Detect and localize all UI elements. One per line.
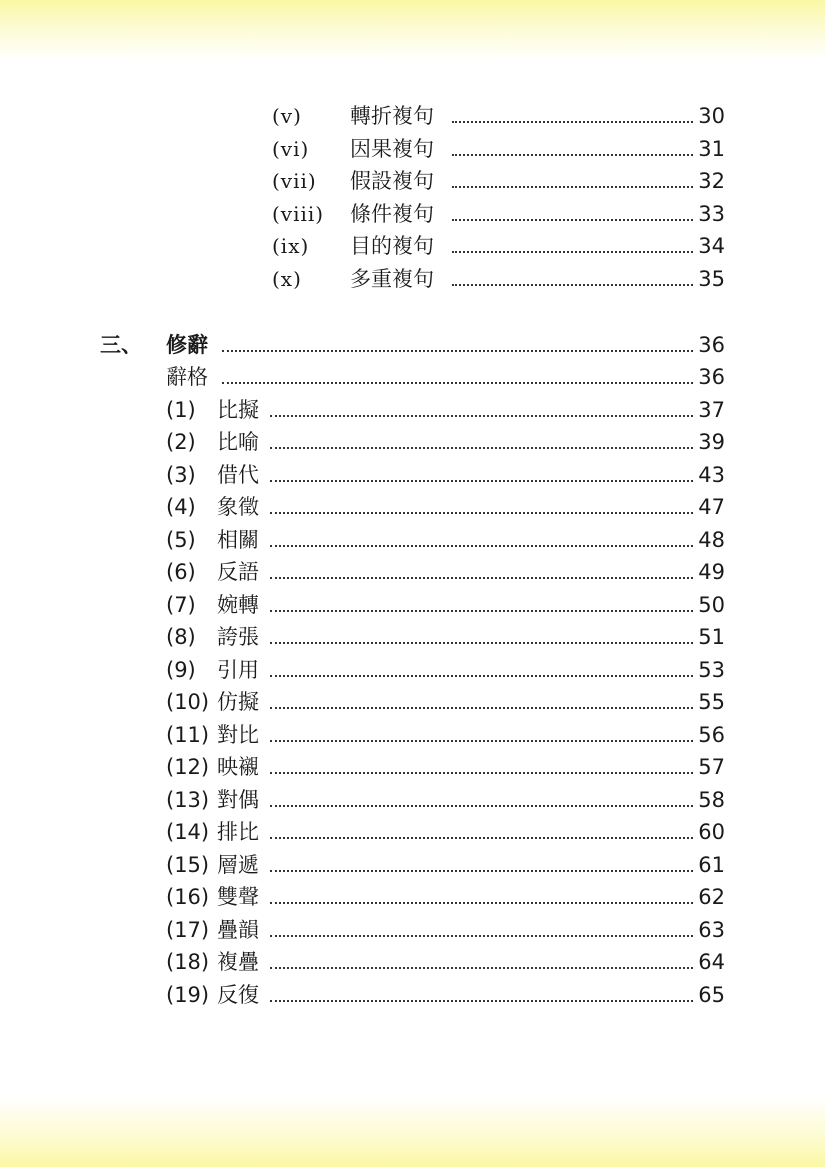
entry-title: 比擬	[217, 398, 259, 422]
entry-page-number: 31	[698, 137, 725, 161]
entry-title: 婉轉	[217, 593, 259, 617]
entry-page-number: 49	[698, 560, 725, 584]
entry-page-number: 48	[698, 528, 725, 552]
toc-entry-17[interactable]	[166, 915, 725, 945]
entry-title: 引用	[217, 658, 259, 682]
dot-leader	[270, 415, 693, 417]
entry-page-number: 58	[698, 788, 725, 812]
entry-number: (6)	[166, 560, 196, 584]
toc-entry-13[interactable]	[166, 785, 725, 815]
dot-leader	[222, 350, 693, 352]
entry-title: 轉折複句	[350, 104, 434, 128]
entry-title: 辭格	[166, 365, 208, 389]
entry-page-number: 37	[698, 398, 725, 422]
entry-title: 疊韻	[217, 918, 259, 942]
entry-number: (1)	[166, 398, 196, 422]
toc-entry-14[interactable]	[166, 817, 725, 847]
entry-page-number: 47	[698, 495, 725, 519]
toc-entry-subsection-vi[interactable]	[272, 134, 725, 164]
dot-leader	[270, 1000, 693, 1002]
toc-entry-4[interactable]	[166, 492, 725, 522]
entry-title: 因果複句	[350, 137, 434, 161]
entry-title: 映襯	[217, 755, 259, 779]
toc-section-heading[interactable]	[100, 330, 725, 360]
dot-leader	[270, 935, 693, 937]
dot-leader	[452, 219, 693, 221]
entry-number: (10)	[166, 690, 210, 714]
entry-title: 複疊	[217, 950, 259, 974]
entry-page-number: 55	[698, 690, 725, 714]
toc-entry-subsection-v[interactable]	[272, 101, 725, 131]
entry-title: 比喻	[217, 430, 259, 454]
entry-number: (x)	[272, 267, 302, 291]
entry-number: (5)	[166, 528, 196, 552]
entry-number: (7)	[166, 593, 196, 617]
toc-entry-intro[interactable]	[166, 362, 725, 392]
entry-page-number: 43	[698, 463, 725, 487]
entry-number: (vii)	[272, 169, 317, 193]
entry-page-number: 30	[698, 104, 725, 128]
entry-title: 層遞	[217, 853, 259, 877]
entry-title: 誇張	[217, 625, 259, 649]
entry-page-number: 39	[698, 430, 725, 454]
entry-page-number: 62	[698, 885, 725, 909]
entry-title: 排比	[217, 820, 259, 844]
entry-number: (4)	[166, 495, 196, 519]
toc-entry-10[interactable]	[166, 687, 725, 717]
toc-entry-3[interactable]	[166, 460, 725, 490]
toc-entry-12[interactable]	[166, 752, 725, 782]
entry-title: 多重複句	[350, 267, 434, 291]
entry-number: (viii)	[272, 202, 325, 226]
dot-leader	[270, 675, 693, 677]
entry-page-number: 35	[698, 267, 725, 291]
entry-number: (19)	[166, 983, 210, 1007]
bottom-yellow-band	[0, 1097, 825, 1167]
entry-page-number: 36	[698, 365, 725, 389]
entry-title: 目的複句	[350, 234, 434, 258]
section-number: 三、	[100, 333, 142, 357]
dot-leader	[222, 382, 693, 384]
entry-page-number: 33	[698, 202, 725, 226]
entry-number: (ix)	[272, 234, 310, 258]
entry-title: 對偶	[217, 788, 259, 812]
dot-leader	[270, 805, 693, 807]
dot-leader	[270, 707, 693, 709]
entry-page-number: 51	[698, 625, 725, 649]
toc-entry-subsection-vii[interactable]	[272, 166, 725, 196]
dot-leader	[270, 512, 693, 514]
entry-number: (9)	[166, 658, 196, 682]
toc-entry-15[interactable]	[166, 850, 725, 880]
section-page-number: 36	[698, 333, 725, 357]
dot-leader	[452, 154, 693, 156]
dot-leader	[270, 447, 693, 449]
dot-leader	[270, 870, 693, 872]
toc-entry-9[interactable]	[166, 655, 725, 685]
toc-entry-16[interactable]	[166, 882, 725, 912]
top-yellow-band	[0, 0, 825, 60]
entry-page-number: 60	[698, 820, 725, 844]
entry-title: 象徵	[217, 495, 259, 519]
entry-number: (14)	[166, 820, 210, 844]
entry-number: (16)	[166, 885, 210, 909]
toc-entry-8[interactable]	[166, 622, 725, 652]
entry-page-number: 34	[698, 234, 725, 258]
dot-leader	[270, 772, 693, 774]
dot-leader	[270, 610, 693, 612]
dot-leader	[452, 251, 693, 253]
dot-leader	[452, 121, 693, 123]
entry-number: (17)	[166, 918, 210, 942]
entry-title: 借代	[217, 463, 259, 487]
entry-page-number: 65	[698, 983, 725, 1007]
entry-page-number: 63	[698, 918, 725, 942]
entry-title: 反語	[217, 560, 259, 584]
entry-title: 仿擬	[217, 690, 259, 714]
dot-leader	[270, 902, 693, 904]
entry-title: 相關	[217, 528, 259, 552]
entry-page-number: 57	[698, 755, 725, 779]
entry-page-number: 61	[698, 853, 725, 877]
toc-entry-19[interactable]	[166, 980, 725, 1010]
entry-number: (v)	[272, 104, 302, 128]
entry-number: (3)	[166, 463, 196, 487]
dot-leader	[270, 837, 693, 839]
entry-number: (vi)	[272, 137, 310, 161]
entry-page-number: 64	[698, 950, 725, 974]
entry-title: 條件複句	[350, 202, 434, 226]
dot-leader	[270, 577, 693, 579]
toc-entry-subsection-x[interactable]	[272, 264, 725, 294]
entry-number: (13)	[166, 788, 210, 812]
toc-entry-subsection-ix[interactable]	[272, 231, 725, 261]
toc-entry-subsection-viii[interactable]	[272, 199, 725, 229]
toc-entry-11[interactable]	[166, 720, 725, 750]
entry-title: 對比	[217, 723, 259, 747]
toc-entry-2[interactable]	[166, 427, 725, 457]
entry-number: (18)	[166, 950, 210, 974]
entry-title: 假設複句	[350, 169, 434, 193]
dot-leader	[270, 545, 693, 547]
entry-number: (12)	[166, 755, 210, 779]
toc-entry-5[interactable]	[166, 525, 725, 555]
dot-leader	[270, 740, 693, 742]
entry-number: (2)	[166, 430, 196, 454]
toc-entry-18[interactable]	[166, 947, 725, 977]
entry-number: (8)	[166, 625, 196, 649]
entry-page-number: 50	[698, 593, 725, 617]
entry-page-number: 56	[698, 723, 725, 747]
entry-number: (15)	[166, 853, 210, 877]
entry-title: 反復	[217, 983, 259, 1007]
dot-leader	[452, 186, 693, 188]
toc-entry-6[interactable]	[166, 557, 725, 587]
toc-entry-7[interactable]	[166, 590, 725, 620]
dot-leader	[452, 284, 693, 286]
entry-page-number: 53	[698, 658, 725, 682]
section-title: 修辭	[166, 333, 208, 357]
dot-leader	[270, 967, 693, 969]
dot-leader	[270, 480, 693, 482]
entry-title: 雙聲	[217, 885, 259, 909]
entry-page-number: 32	[698, 169, 725, 193]
dot-leader	[270, 642, 693, 644]
toc-entry-1[interactable]	[166, 395, 725, 425]
entry-number: (11)	[166, 723, 210, 747]
